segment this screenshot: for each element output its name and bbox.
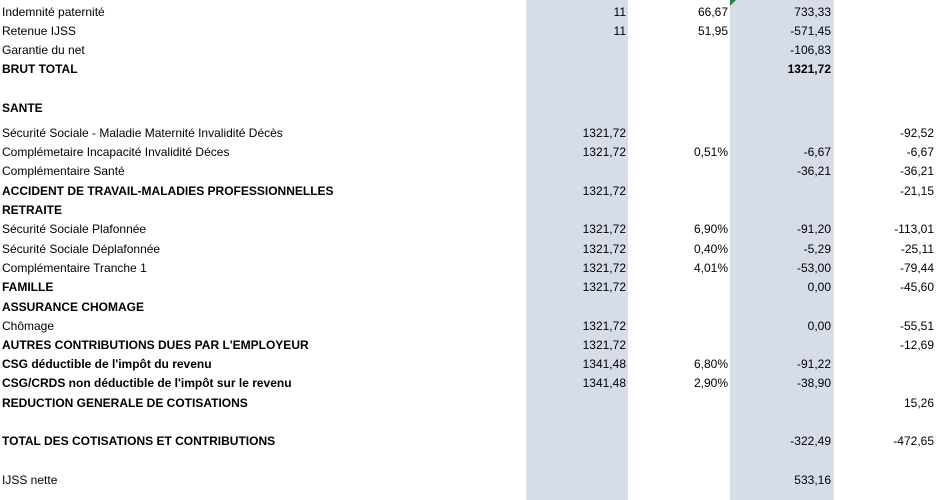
row-label[interactable]: Sécurité Sociale - Maladie Maternité Invalidité Décès	[2, 126, 283, 140]
table-row	[0, 298, 938, 317]
base-cell[interactable]: 1321,72	[582, 280, 626, 294]
employee-amount-cell[interactable]: -38,90	[796, 376, 831, 390]
table-row	[0, 22, 938, 41]
rate-cell[interactable]: 6,80%	[693, 357, 728, 371]
base-cell[interactable]: 11	[613, 24, 626, 38]
row-label[interactable]: AUTRES CONTRIBUTIONS DUES PAR L'EMPLOYEUR	[2, 338, 309, 352]
table-row	[0, 143, 938, 162]
row-label[interactable]: SANTE	[2, 101, 43, 115]
employer-amount-cell[interactable]: -79,44	[899, 261, 934, 275]
base-cell[interactable]: 1321,72	[582, 145, 626, 159]
table-row	[0, 452, 938, 471]
rate-cell[interactable]: 4,01%	[693, 261, 728, 275]
rate-cell[interactable]: 2,90%	[693, 376, 728, 390]
employer-amount-cell[interactable]: -12,69	[899, 338, 934, 352]
table-row	[0, 374, 938, 393]
rate-cell[interactable]: 66,67	[697, 5, 728, 19]
employee-amount-cell[interactable]: -106,83	[790, 43, 831, 57]
table-row	[0, 220, 938, 239]
row-label[interactable]: Sécurité Sociale Déplafonnée	[2, 242, 161, 256]
employee-amount-cell[interactable]: 533,16	[794, 473, 831, 487]
table-row	[0, 182, 938, 201]
employee-amount-cell[interactable]: 733,33	[794, 5, 831, 19]
row-label[interactable]: FAMILLE	[2, 280, 54, 294]
row-label[interactable]: ASSURANCE CHOMAGE	[2, 300, 145, 314]
employer-amount-cell[interactable]: -6,67	[906, 145, 934, 159]
row-label[interactable]: TOTAL DES COTISATIONS ET CONTRIBUTIONS	[2, 434, 276, 448]
employer-amount-cell[interactable]: -113,01	[894, 222, 934, 236]
table-row	[0, 355, 938, 374]
row-label[interactable]: REDUCTION GENERALE DE COTISATIONS	[2, 396, 248, 410]
row-label[interactable]: Retenue IJSS	[2, 24, 77, 38]
employee-amount-cell[interactable]: -53,00	[796, 261, 831, 275]
row-label[interactable]: Complémentaire Tranche 1	[2, 261, 147, 275]
table-row	[0, 3, 938, 22]
employer-amount-cell[interactable]: -25,11	[900, 242, 934, 256]
base-cell[interactable]: 1321,72	[582, 261, 626, 275]
row-label[interactable]: Complémentaire Santé	[2, 164, 125, 178]
employer-amount-cell[interactable]: -472,65	[893, 434, 934, 448]
base-cell[interactable]: 1321,72	[582, 184, 626, 198]
employee-amount-cell[interactable]: -91,22	[796, 357, 831, 371]
employee-amount-cell[interactable]: 0,00	[807, 319, 831, 333]
row-label[interactable]: RETRAITE	[2, 203, 62, 217]
employee-amount-cell[interactable]: -322,49	[790, 434, 831, 448]
employer-amount-cell[interactable]: -36,21	[899, 164, 934, 178]
table-row	[0, 336, 938, 355]
table-row	[0, 240, 938, 259]
rate-cell[interactable]: 51,95	[697, 24, 728, 38]
employer-amount-cell[interactable]: -21,15	[899, 184, 934, 198]
table-row	[0, 259, 938, 278]
employer-amount-cell[interactable]: 15,26	[903, 396, 934, 410]
base-cell[interactable]: 1321,72	[582, 126, 626, 140]
employee-amount-cell[interactable]: -5,29	[803, 242, 831, 256]
base-cell[interactable]: 1321,72	[582, 338, 626, 352]
employee-amount-cell[interactable]: -91,20	[796, 222, 831, 236]
row-label[interactable]: Indemnité paternité	[2, 5, 105, 19]
employer-amount-cell[interactable]: -92,52	[899, 126, 934, 140]
table-row	[0, 124, 938, 143]
table-row	[0, 60, 938, 79]
employee-amount-cell[interactable]: -36,21	[796, 164, 831, 178]
table-row	[0, 162, 938, 181]
employee-amount-cell[interactable]: 1321,72	[787, 62, 831, 76]
row-label[interactable]: CSG/CRDS non déductible de l'impôt sur le revenu	[2, 376, 292, 390]
rate-cell[interactable]: 0,40%	[693, 242, 728, 256]
employer-amount-cell[interactable]: -55,51	[899, 319, 934, 333]
row-label[interactable]: IJSS nette	[2, 473, 58, 487]
table-row	[0, 278, 938, 297]
table-row	[0, 99, 938, 118]
table-row	[0, 41, 938, 60]
employee-amount-cell[interactable]: -6,67	[803, 145, 831, 159]
row-label[interactable]: Chômage	[2, 319, 55, 333]
table-row	[0, 80, 938, 99]
base-cell[interactable]: 1321,72	[582, 242, 626, 256]
base-cell[interactable]: 1321,72	[582, 319, 626, 333]
rate-cell[interactable]: 0,51%	[693, 145, 728, 159]
table-row	[0, 317, 938, 336]
base-cell[interactable]: 1341,48	[582, 376, 626, 390]
table-row	[0, 201, 938, 220]
employee-amount-cell[interactable]: 0,00	[807, 280, 831, 294]
rate-cell[interactable]: 6,90%	[693, 222, 728, 236]
row-label[interactable]: Sécurité Sociale Plafonnée	[2, 222, 147, 236]
employee-amount-cell[interactable]: -571,45	[790, 24, 831, 38]
table-row	[0, 394, 938, 413]
table-row	[0, 413, 938, 432]
row-label[interactable]: ACCIDENT DE TRAVAIL-MALADIES PROFESSIONNELLES	[2, 184, 334, 198]
base-cell[interactable]: 1341,48	[582, 357, 626, 371]
base-cell[interactable]: 11	[613, 5, 626, 19]
table-row	[0, 432, 938, 451]
base-cell[interactable]: 1321,72	[582, 222, 626, 236]
row-label[interactable]: CSG déductible de l'impôt du revenu	[2, 357, 212, 371]
row-label[interactable]: BRUT TOTAL	[2, 62, 78, 76]
row-label[interactable]: Garantie du net	[2, 43, 85, 57]
table-row	[0, 471, 938, 490]
employer-amount-cell[interactable]: -45,60	[899, 280, 934, 294]
row-label[interactable]: Complémetaire Incapacité Invalidité Déces	[2, 145, 230, 159]
